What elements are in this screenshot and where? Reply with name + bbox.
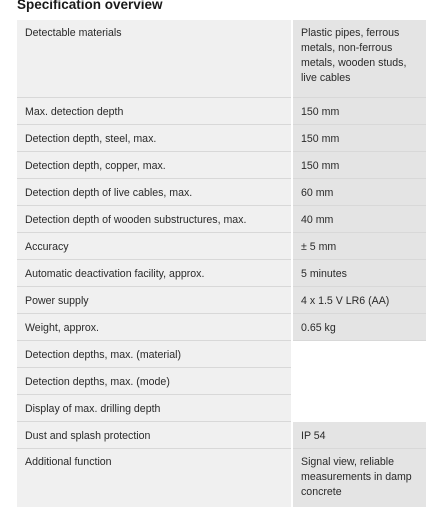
spec-value: Signal view, reliable measurements in damp concrete xyxy=(292,449,426,507)
spec-value: ± 5 mm xyxy=(292,233,426,260)
table-row xyxy=(17,233,426,260)
spec-label: Detection depth, copper, max. xyxy=(17,152,292,179)
spec-label: Detection depths, max. (material) xyxy=(17,341,292,368)
table-row xyxy=(17,449,426,507)
spec-value xyxy=(292,341,426,368)
spec-label: Power supply xyxy=(17,287,292,314)
table-row xyxy=(17,152,426,179)
spec-label: Dust and splash protection xyxy=(17,422,292,449)
spec-value: 0.65 kg xyxy=(292,314,426,341)
spec-label: Additional function xyxy=(17,449,292,507)
spec-value: 150 mm xyxy=(292,152,426,179)
spec-value: 150 mm xyxy=(292,98,426,125)
spec-value: Plastic pipes, ferrous metals, non-ferrous metals, wooden studs, live cables xyxy=(292,20,426,98)
table-row xyxy=(17,179,426,206)
table-row xyxy=(17,395,426,422)
page-title: Specification overview xyxy=(17,0,163,14)
spec-value: 40 mm xyxy=(292,206,426,233)
spec-label: Detection depth, steel, max. xyxy=(17,125,292,152)
spec-label: Automatic deactivation facility, approx. xyxy=(17,260,292,287)
spec-label: Max. detection depth xyxy=(17,98,292,125)
spec-value xyxy=(292,368,426,395)
spec-value xyxy=(292,395,426,422)
spec-label: Detection depths, max. (mode) xyxy=(17,368,292,395)
table-row xyxy=(17,20,426,98)
specification-table xyxy=(17,20,426,507)
spec-label: Display of max. drilling depth xyxy=(17,395,292,422)
spec-label: Detectable materials xyxy=(17,20,292,98)
table-row xyxy=(17,422,426,449)
table-row xyxy=(17,125,426,152)
spec-label: Accuracy xyxy=(17,233,292,260)
table-row xyxy=(17,287,426,314)
table-row xyxy=(17,260,426,287)
table-row xyxy=(17,368,426,395)
spec-value: 5 minutes xyxy=(292,260,426,287)
spec-label: Weight, approx. xyxy=(17,314,292,341)
spec-value: 60 mm xyxy=(292,179,426,206)
spec-value: IP 54 xyxy=(292,422,426,449)
table-row xyxy=(17,314,426,341)
table-row xyxy=(17,98,426,125)
spec-label: Detection depth of wooden substructures, max. xyxy=(17,206,292,233)
spec-value: 150 mm xyxy=(292,125,426,152)
table-row xyxy=(17,206,426,233)
spec-value: 4 x 1.5 V LR6 (AA) xyxy=(292,287,426,314)
table-row xyxy=(17,341,426,368)
spec-label: Detection depth of live cables, max. xyxy=(17,179,292,206)
